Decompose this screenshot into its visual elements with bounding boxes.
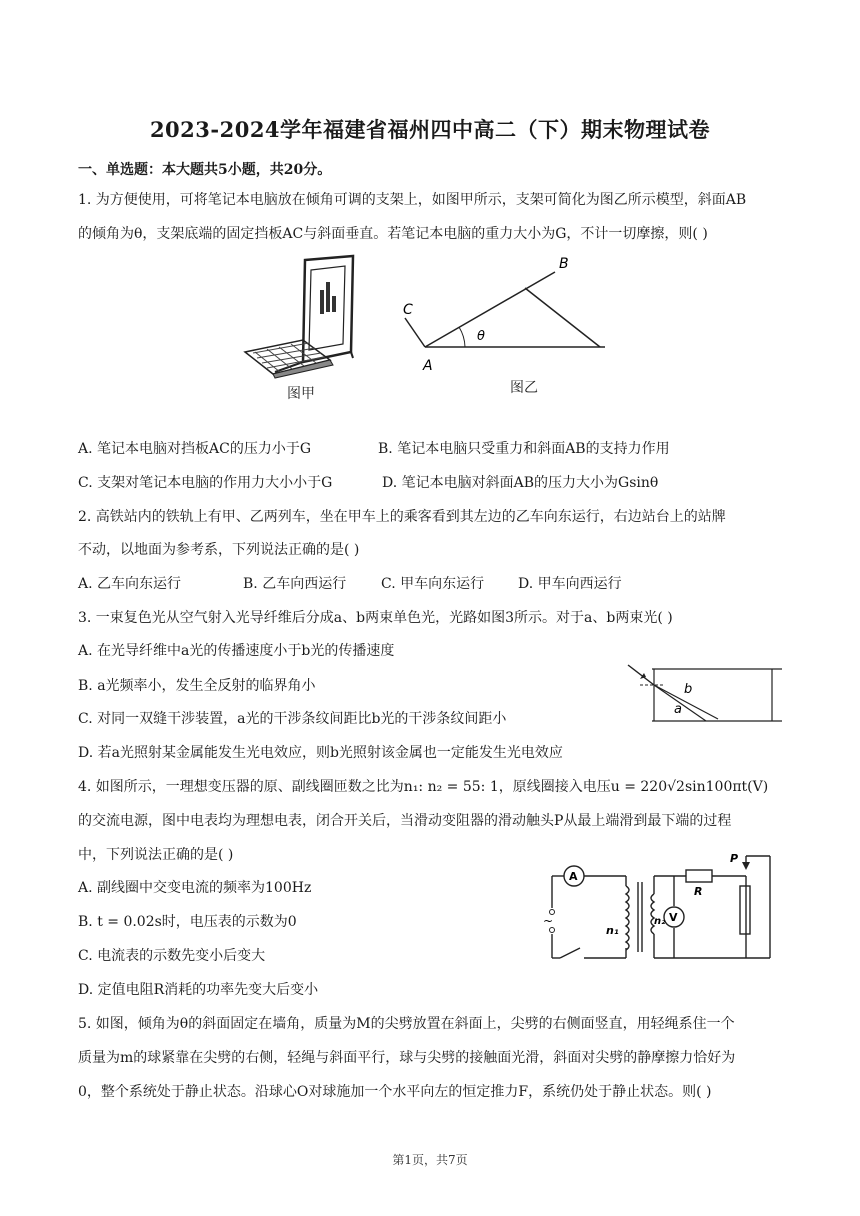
label-A: A bbox=[423, 358, 433, 374]
q3-option-a: A. 在光导纤维中a光的传播速度小于b光的传播速度 bbox=[78, 643, 395, 659]
q2-stem-line2: 不动，以地面为参考系，下列说法正确的是( ) bbox=[78, 542, 360, 558]
n2-label: n₂ bbox=[654, 916, 666, 927]
q2-stem-line1: 2. 高铁站内的铁轨上有甲、乙两列车，坐在甲车上的乘客看到其左边的乙车向东运行，右边站台上的站牌 bbox=[78, 509, 726, 525]
q1-option-d: D. 笔记本电脑对斜面AB的压力大小为Gsinθ bbox=[382, 475, 659, 491]
q1-option-c: C. 支架对笔记本电脑的作用力大小小于G bbox=[78, 475, 333, 491]
ammeter-label: A bbox=[569, 870, 578, 883]
q3-optical-fiber-figure bbox=[622, 655, 784, 723]
q4-option-c: C. 电流表的示数先变小后变大 bbox=[78, 948, 266, 964]
q4-option-a: A. 副线圈中交变电流的频率为100Hz bbox=[78, 880, 312, 896]
label-a: a bbox=[674, 702, 682, 717]
q1-option-a: A. 笔记本电脑对挡板AC的压力小于G bbox=[78, 441, 312, 457]
q3-option-c: C. 对同一双缝干涉装置，a光的干涉条纹间距比b光的干涉条纹间距小 bbox=[78, 711, 507, 727]
q4-option-b: B. t = 0.02s时，电压表的示数为0 bbox=[78, 914, 297, 930]
q4-option-d: D. 定值电阻R消耗的功率先变大后变小 bbox=[78, 982, 319, 998]
q5-stem-line1: 5. 如图，倾角为θ的斜面固定在墙角，质量为M的尖劈放置在斜面上，尖劈的右侧面竖直，用轻绳系住一个 bbox=[78, 1016, 735, 1032]
voltmeter-label: V bbox=[669, 911, 678, 924]
q1-figure-yi bbox=[395, 252, 620, 402]
q4-circuit-figure bbox=[540, 848, 780, 974]
n1-label: n₁ bbox=[606, 924, 619, 937]
q3-option-b: B. a光频率小，发生全反射的临界角小 bbox=[78, 678, 316, 694]
ac-source-label: ~ bbox=[543, 914, 554, 928]
q5-stem-line3: 0，整个系统处于静止状态。沿球心O对球施加一个水平向左的恒定推力F，系统仍处于静止状态。则( ) bbox=[78, 1084, 712, 1100]
q1-option-b: B. 笔记本电脑只受重力和斜面AB的支持力作用 bbox=[378, 441, 670, 457]
q4-stem-line2: 的交流电源，图中电表均为理想电表，闭合开关后，当滑动变阻器的滑动触头P从最上端滑到最下端的过程 bbox=[78, 813, 732, 829]
q2-option-a: A. 乙车向东运行 bbox=[78, 576, 182, 592]
q3-stem: 3. 一束复色光从空气射入光导纤维后分成a、b两束单色光，光路如图3所示。对于a、b两束光( ) bbox=[78, 610, 673, 626]
resistor-label: R bbox=[694, 885, 703, 898]
q1-stem-line2: 的倾角为θ，支架底端的固定挡板AC与斜面垂直。若笔记本电脑的重力大小为G，不计一切摩擦，则( ) bbox=[78, 226, 708, 242]
label-theta: θ bbox=[477, 329, 485, 344]
q4-stem-line1: 4. 如图所示，一理想变压器的原、副线圈匝数之比为n₁: n₂ = 55: 1，原线圈接入电压u = 220√2sin100πt(V) bbox=[78, 779, 769, 795]
q2-option-d: D. 甲车向西运行 bbox=[518, 576, 622, 592]
label-b: b bbox=[684, 682, 693, 697]
q1-figure-jia bbox=[235, 252, 365, 402]
q2-option-c: C. 甲车向东运行 bbox=[381, 576, 485, 592]
q4-stem-line3: 中，下列说法正确的是( ) bbox=[78, 847, 234, 863]
page-footer: 第1页，共7页 bbox=[392, 1153, 468, 1167]
page-title: 2023-2024学年福建省福州四中高二（下）期末物理试卷 bbox=[149, 117, 711, 142]
q1-fig-jia-caption: 图甲 bbox=[287, 386, 315, 402]
q1-fig-yi-caption: 图乙 bbox=[510, 380, 538, 396]
slider-label: P bbox=[730, 852, 739, 865]
label-B: B bbox=[559, 256, 569, 272]
q5-stem-line2: 质量为m的球紧靠在尖劈的右侧，轻绳与斜面平行，球与尖劈的接触面光滑，斜面对尖劈的静摩擦力恰好为 bbox=[78, 1050, 736, 1066]
section-heading: 一、单选题：本大题共5小题，共20分。 bbox=[78, 162, 332, 178]
label-C: C bbox=[403, 302, 413, 318]
q2-option-b: B. 乙车向西运行 bbox=[243, 576, 347, 592]
q1-stem-line1: 1. 为方便使用，可将笔记本电脑放在倾角可调的支架上，如图甲所示，支架可简化为图乙所示模型，斜面AB bbox=[78, 192, 747, 208]
q3-option-d: D. 若a光照射某金属能发生光电效应，则b光照射该金属也一定能发生光电效应 bbox=[78, 745, 563, 761]
